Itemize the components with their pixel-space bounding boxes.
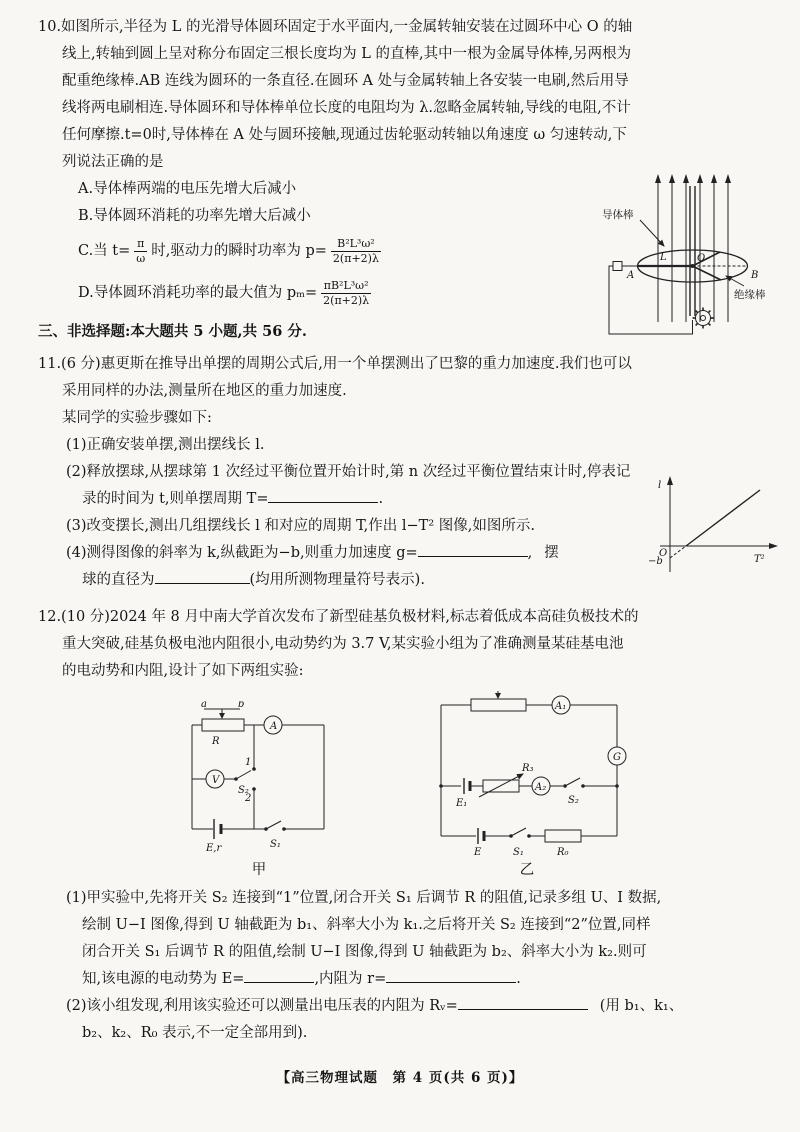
- radius-l-label: L: [660, 252, 667, 263]
- ammeter-label: A: [270, 721, 278, 732]
- resistor-r3-label: R₃: [522, 763, 534, 774]
- switch-s1-label: S₁: [513, 847, 524, 858]
- q12-part-1-line-3: 闭合开关 S₁ 后调节 R 的阻值,绘制 U−I 图像,得到 U 轴截距为 b₂、斜率大小为 k₂.则可: [82, 944, 647, 960]
- battery-er-label: E,r: [206, 843, 222, 854]
- q10-option-b: B.导体圆环消耗的功率先增大后减小: [78, 208, 311, 224]
- q10-line-4: 线将两电刷相连.导体圆环和导体棒单位长度的电阻均为 λ.忽略金属转轴,导线的电阻,不计: [62, 100, 631, 116]
- circuit-jia-diagram: [178, 701, 340, 859]
- q12-line-3: 的电动势和内阻,设计了如下两组实验:: [62, 663, 304, 679]
- q12-line-1: 12.(10 分)2024 年 8 月中南大学首次发布了新型硅基负极材料,标志着低成本高硅负极技术的: [38, 609, 639, 625]
- q11-figure: [646, 472, 780, 578]
- option-d-text: D.导体圆环消耗功率的最大值为 pₘ=: [78, 284, 318, 301]
- q10-line-2: 线上,转轴到圆上呈对称分布固定三根长度均为 L 的直棒,其中一根为金属导体棒,另两根为: [62, 46, 632, 62]
- answer-blank: [418, 543, 528, 557]
- galvanometer-label: G: [613, 752, 621, 763]
- q12-part-1-line-4: 知,该电源的电动势为 E= ,内阻为 r= .: [82, 971, 521, 987]
- section-3-heading: 三、非选择题:本大题共 5 小题,共 56 分.: [38, 323, 307, 340]
- terminal-a-label: a: [201, 701, 207, 710]
- q12-part-2-line-1: (2)该小组发现,利用该实验还可以测量出电压表的内阻为 Rᵥ= (用 b₁、k₁、: [66, 998, 684, 1014]
- q12-circuit-figures: [38, 691, 774, 881]
- q10-option-a: A.导体棒两端的电压先增大后减小: [78, 181, 297, 197]
- q10-line-3: 配重绝缘棒.AB 连线为圆环的一条直径.在圆环 A 处与金属转轴上各安装一电刷,然后用导: [62, 73, 629, 89]
- q12-line-2: 重大突破,硅基负极电池内阻很小,电动势约为 3.7 V,某实验小组为了准确测量某硅基电池: [62, 636, 624, 652]
- l-t2-graph: [646, 472, 780, 578]
- switch-s1-label: S₁: [270, 839, 281, 850]
- question-12: [38, 604, 774, 1047]
- ammeter-a2-label: A₂: [535, 782, 547, 793]
- battery-e-label: E: [474, 847, 482, 858]
- q10-line-6: 列说法正确的是: [62, 154, 164, 170]
- ammeter-a1-label: A₁: [555, 701, 567, 712]
- answer-blank: [458, 996, 588, 1010]
- q11-line-1: 11.(6 分)惠更斯在推导出单摆的周期公式后,用一个单摆测出了巴黎的重力加速度.我们也可以: [38, 356, 632, 372]
- point-a-label: A: [627, 270, 635, 281]
- insulator-rod-label: 绝缘棒: [734, 289, 766, 301]
- option-c-text: 时,驱动力的瞬时功率为 p=: [151, 242, 327, 259]
- circuit-yi-diagram: [426, 691, 628, 859]
- answer-blank: [244, 969, 314, 983]
- answer-blank: [155, 570, 250, 584]
- q11-item-3: (3)改变摆长,测出几组摆线长 l 和对应的周期 T,作出 l−T² 图像,如图所示.: [66, 518, 535, 534]
- page-footer: 【高三物理试题 第 4 页(共 6 页)】: [276, 1070, 524, 1086]
- q10-line-5: 任何摩擦.t=0时,导体棒在 A 处与圆环接触,现通过齿轮驱动转轴以角速度 ω 匀速转动,下: [62, 127, 627, 143]
- intercept-label: −b: [648, 556, 663, 567]
- y-axis-label: l: [658, 480, 662, 491]
- point-o-label: O: [697, 253, 706, 264]
- circuit-jia: [178, 701, 340, 881]
- q11-line-3: 某同学的实验步骤如下:: [62, 410, 212, 426]
- origin-label: O: [659, 548, 668, 559]
- option-c-text: C.当 t=: [78, 242, 131, 259]
- q11-line-2: 采用同样的办法,测量所在地区的重力加速度.: [62, 383, 347, 399]
- circuit-yi: [426, 691, 628, 881]
- q11-item-2-line-1: (2)释放摆球,从摆球第 1 次经过平衡位置开始计时,第 n 次经过平衡位置结束计时,停表记: [66, 464, 631, 480]
- q11-item-2-line-2: 录的时间为 t,则单摆周期 T= .: [82, 491, 384, 507]
- q12-part-2-line-2: b₂、k₂、R₀ 表示,不一定全部用到).: [82, 1025, 308, 1041]
- battery-e1-label: E₁: [456, 798, 468, 809]
- fraction: $\frac{\text{B²L³ω²}}{2(\pi+2)\lambda}$: [332, 236, 379, 265]
- fraction: $\frac{\text{πB²L³ω²}}{2(\pi+2)\lambda}$: [323, 278, 370, 307]
- q12-part-1-line-2: 绘制 U−I 图像,得到 U 轴截距为 b₁、斜率大小为 k₁.之后将开关 S₂ 连接到“2”位置,同样: [82, 917, 651, 933]
- ring-field-diagram: [596, 170, 788, 350]
- q11-item-4-line-1: (4)测得图像的斜率为 k,纵截距为−b,则重力加速度 g= , 摆: [66, 545, 559, 561]
- rheostat-r-label: R: [212, 736, 220, 747]
- switch-s2-label: S₂: [238, 785, 249, 796]
- x-axis-label: T²: [754, 554, 765, 565]
- voltmeter-label: V: [212, 775, 220, 786]
- answer-blank: [386, 969, 516, 983]
- answer-blank: [268, 489, 378, 503]
- throw-1-label: 1: [245, 757, 252, 768]
- q12-part-1-line-1: (1)甲实验中,先将开关 S₂ 连接到“1”位置,闭合开关 S₁ 后调节 R 的阻值,记录多组 U、I 数据,: [66, 890, 662, 906]
- resistor-r0-label: R₀: [557, 847, 569, 858]
- q11-item-4-line-2: 球的直径为 (均用所测物理量符号表示).: [82, 572, 425, 588]
- switch-s2-label: S₂: [568, 795, 579, 806]
- q10-figure: [596, 170, 788, 350]
- q11-item-1: (1)正确安装单摆,测出摆线长 l.: [66, 437, 265, 453]
- fraction: $\frac{\pi}{\omega}$: [136, 236, 146, 265]
- point-b-label: B: [751, 270, 759, 281]
- throw-2-label: 2: [245, 793, 252, 804]
- q10-line-1: 10.如图所示,半径为 L 的光滑导体圆环固定于水平面内,一金属转轴安装在过圆环中心 O 的轴: [38, 19, 633, 35]
- circuit-jia-caption: 甲: [251, 862, 267, 878]
- terminal-b-label: b: [238, 701, 245, 710]
- conductor-rod-label: 导体棒: [602, 209, 634, 221]
- circuit-yi-caption: 乙: [519, 862, 535, 878]
